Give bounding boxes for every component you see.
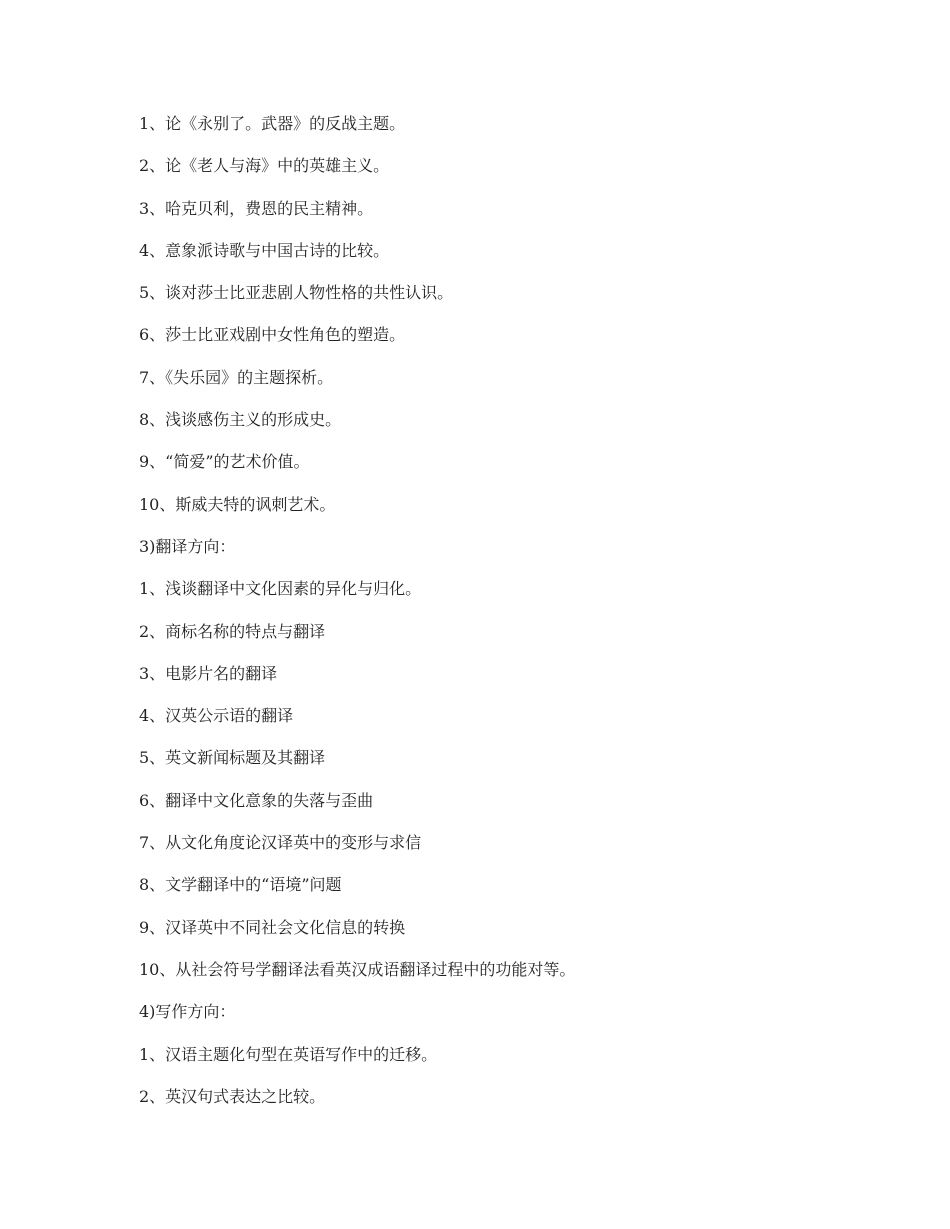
list-item: 5、谈对莎士比亚悲剧人物性格的共性认识。	[139, 283, 454, 303]
list-item: 5、英文新闻标题及其翻译	[139, 748, 326, 768]
list-item: 9、汉译英中不同社会文化信息的转换	[139, 917, 406, 937]
list-item: 2、论《老人与海》中的英雄主义。	[139, 156, 390, 176]
list-item: 7、从文化角度论汉译英中的变形与求信	[139, 833, 422, 853]
list-item: 2、商标名称的特点与翻译	[139, 621, 326, 641]
list-item: 8、文学翻译中的“语境”问题	[139, 875, 342, 895]
section-heading-writing: 4)写作方向：	[139, 1002, 236, 1022]
topic-list	[139, 112, 879, 1127]
list-item: 1、汉语主题化句型在英语写作中的迁移。	[139, 1044, 438, 1064]
list-item: 4、意象派诗歌与中国古诗的比较。	[139, 240, 390, 260]
list-item: 1、浅谈翻译中文化因素的异化与归化。	[139, 579, 422, 599]
list-item: 8、浅谈感伤主义的形成史。	[139, 410, 342, 430]
list-item: 10、从社会符号学翻译法看英汉成语翻译过程中的功能对等。	[139, 959, 576, 979]
list-item: 4、汉英公示语的翻译	[139, 706, 294, 726]
list-item: 2、英汉句式表达之比较。	[139, 1086, 326, 1106]
section-heading-translation: 3)翻译方向：	[139, 536, 236, 556]
list-item: 3、哈克贝利，费恩的民主精神。	[139, 198, 374, 218]
list-item: 1、论《永别了。武器》的反战主题。	[139, 114, 406, 133]
list-item: 9、“简爱”的艺术价值。	[139, 452, 310, 472]
list-item: 3、电影片名的翻译	[139, 663, 278, 683]
list-item: 10、斯威夫特的讽刺艺术。	[139, 494, 336, 514]
list-item: 6、翻译中文化意象的失落与歪曲	[139, 790, 374, 810]
list-item: 7、《失乐园》的主题探析。	[139, 367, 334, 387]
list-item: 6、莎士比亚戏剧中女性角色的塑造。	[139, 325, 406, 345]
